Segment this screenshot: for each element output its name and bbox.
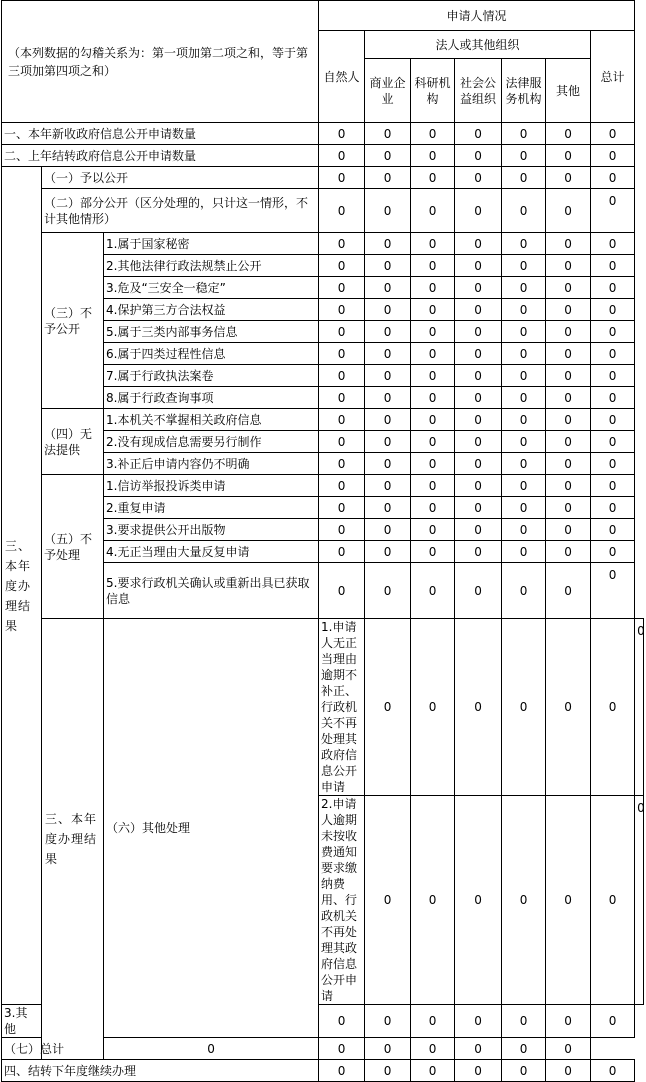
cell-value: 0 [319, 1060, 365, 1082]
table-row [2, 475, 644, 497]
cell-value: 0 [502, 563, 546, 619]
row-label: 8.属于行政查询事项 [104, 387, 319, 409]
cell-value: 0 [502, 1005, 546, 1038]
social-header: 社会公益组织 [455, 59, 502, 123]
cell-value: 0 [365, 299, 411, 321]
table-row [2, 409, 644, 431]
cell-value: 0 [455, 541, 502, 563]
row-label: 6.属于四类过程性信息 [104, 343, 319, 365]
cell-value: 0 [365, 475, 411, 497]
cell-value: 0 [411, 1038, 455, 1060]
group-6-label: （六）其他处理 [104, 619, 319, 1038]
cell-value: 0 [635, 619, 644, 796]
cell-value: 0 [455, 519, 502, 541]
cell-value: 0 [546, 431, 591, 453]
cell-value: 0 [411, 453, 455, 475]
cell-value: 0 [546, 167, 591, 189]
table-row [2, 123, 644, 145]
cell-value: 0 [502, 255, 546, 277]
cell-value: 0 [502, 277, 546, 299]
row-label: 3.补正后申请内容仍不明确 [104, 453, 319, 475]
cell-value: 0 [546, 453, 591, 475]
row-label: 3.危及“三安全一稳定” [104, 277, 319, 299]
cell-value: 0 [591, 299, 635, 321]
cell-value: 0 [411, 796, 455, 1005]
cell-value: 0 [546, 409, 591, 431]
cell-value: 0 [319, 475, 365, 497]
cell-value: 0 [591, 145, 635, 167]
other-header: 其他 [546, 59, 591, 123]
cell-value: 0 [546, 497, 591, 519]
row-label: 5.属于三类内部事务信息 [104, 321, 319, 343]
cell-value: 0 [411, 145, 455, 167]
group-4-label: （四）无法提供 [42, 409, 104, 475]
cell-value: 0 [455, 431, 502, 453]
cell-value: 0 [319, 387, 365, 409]
cell-value: 0 [319, 409, 365, 431]
row-label: 4.无正当理由大量反复申请 [104, 541, 319, 563]
cell-value: 0 [319, 321, 365, 343]
cell-value: 0 [546, 343, 591, 365]
cell-value: 0 [365, 619, 411, 796]
cell-value: 0 [411, 167, 455, 189]
cell-value: 0 [319, 277, 365, 299]
cell-value: 0 [411, 619, 455, 796]
cell-value: 0 [455, 233, 502, 255]
cell-value: 0 [365, 453, 411, 475]
cell-value: 0 [319, 299, 365, 321]
cell-value: 0 [546, 1060, 591, 1082]
cell-value: 0 [591, 167, 635, 189]
cell-value: 0 [365, 343, 411, 365]
cell-value: 0 [411, 497, 455, 519]
cell-value: 0 [591, 431, 635, 453]
cell-value: 0 [365, 541, 411, 563]
row-label: 2.其他法律行政法规禁止公开 [104, 255, 319, 277]
cell-value: 0 [546, 255, 591, 277]
cell-value: 0 [502, 365, 546, 387]
cell-value: 0 [591, 541, 635, 563]
cell-value: 0 [365, 409, 411, 431]
cell-value: 0 [502, 145, 546, 167]
cell-value: 0 [365, 796, 411, 1005]
row-label: 2.没有现成信息需要另行制作 [104, 431, 319, 453]
cell-value: 0 [365, 233, 411, 255]
cell-value: 0 [455, 409, 502, 431]
cell-value: 0 [319, 431, 365, 453]
cell-value: 0 [455, 145, 502, 167]
cell-value: 0 [411, 387, 455, 409]
cell-value: 0 [455, 475, 502, 497]
total-header: 总计 [591, 31, 635, 123]
row-label: 1.本机关不掌握相关政府信息 [104, 409, 319, 431]
cell-value: 0 [502, 387, 546, 409]
row-label: 7.属于行政执法案卷 [104, 365, 319, 387]
cell-value: 0 [502, 453, 546, 475]
cell-value: 0 [635, 796, 644, 1005]
cell-value: 0 [319, 145, 365, 167]
cell-value: 0 [502, 796, 546, 1005]
cell-value: 0 [455, 167, 502, 189]
row-label: 3.要求提供公开出版物 [104, 519, 319, 541]
legal-group-header: 法人或其他组织 [365, 31, 591, 59]
cell-value: 0 [546, 796, 591, 1005]
cell-value: 0 [546, 387, 591, 409]
cell-value: 0 [455, 365, 502, 387]
cell-value: 0 [411, 277, 455, 299]
table-row [2, 189, 644, 233]
table-row [2, 1060, 644, 1082]
cell-value: 0 [546, 321, 591, 343]
cell-value: 0 [319, 365, 365, 387]
cell-value: 0 [591, 123, 635, 145]
cell-value: 0 [365, 563, 411, 619]
table-row [2, 145, 644, 167]
cell-value: 0 [319, 1038, 365, 1060]
cell-value: 0 [455, 497, 502, 519]
row-label: 4.保护第三方合法权益 [104, 299, 319, 321]
table-row [2, 619, 644, 796]
applicant-status-header: 申请人情况 [319, 1, 635, 31]
cell-value: 0 [546, 563, 591, 619]
cell-value: 0 [411, 1060, 455, 1082]
cell-value: 0 [591, 409, 635, 431]
cell-value: 0 [365, 1005, 411, 1038]
cell-value: 0 [365, 277, 411, 299]
row-label: 3.其他 [2, 1005, 42, 1038]
cell-value: 0 [502, 233, 546, 255]
cell-value: 0 [502, 1060, 546, 1082]
cell-value: 0 [546, 1038, 591, 1060]
cell-value: 0 [455, 189, 502, 233]
commercial-header: 商业企业 [365, 59, 411, 123]
cell-value: 0 [546, 123, 591, 145]
research-header: 科研机构 [411, 59, 455, 123]
cell-value: 0 [365, 145, 411, 167]
cell-value: 0 [591, 453, 635, 475]
cell-value: 0 [455, 299, 502, 321]
cell-value: 0 [591, 1005, 635, 1038]
cell-value: 0 [502, 409, 546, 431]
cell-value: 0 [365, 519, 411, 541]
cell-value: 0 [411, 299, 455, 321]
cell-value: 0 [411, 123, 455, 145]
cell-value: 0 [591, 343, 635, 365]
section-3b-label: 三、本年度办理结果 [42, 619, 104, 1060]
cell-value: 0 [455, 1060, 502, 1082]
cell-value: 0 [411, 475, 455, 497]
cell-value: 0 [502, 497, 546, 519]
cell-value: 0 [546, 475, 591, 497]
cell-value: 0 [365, 387, 411, 409]
cell-value: 0 [546, 1005, 591, 1038]
cell-value: 0 [319, 563, 365, 619]
cell-value: 0 [365, 123, 411, 145]
row-label: 5.要求行政机关确认或重新出具已获取信息 [104, 563, 319, 619]
cell-value: 0 [591, 387, 635, 409]
cell-value: 0 [455, 796, 502, 1005]
cell-value: 0 [455, 255, 502, 277]
cell-value: 0 [591, 497, 635, 519]
cell-value: 0 [591, 563, 635, 619]
cell-value: 0 [411, 1005, 455, 1038]
cell-value: 0 [455, 277, 502, 299]
cell-value: 0 [411, 321, 455, 343]
cell-value: 0 [591, 321, 635, 343]
cell-value: 0 [455, 123, 502, 145]
cell-value: 0 [319, 519, 365, 541]
row-label: （二）部分公开（区分处理的，只计这一情形，不计其他情形） [42, 189, 319, 233]
cell-value: 0 [365, 189, 411, 233]
cell-value: 0 [411, 519, 455, 541]
cell-value: 0 [502, 189, 546, 233]
cell-value: 0 [591, 277, 635, 299]
row-label: 四、结转下年度继续办理 [2, 1060, 319, 1082]
group-3-label: （三）不予公开 [42, 233, 104, 409]
section-3a-label: 三、本年度办理结果 [2, 167, 42, 1005]
cell-value: 0 [455, 1038, 502, 1060]
cell-value: 0 [502, 431, 546, 453]
natural-person-header: 自然人 [319, 31, 365, 123]
cell-value: 0 [365, 167, 411, 189]
cell-value: 0 [591, 1060, 635, 1082]
cell-value: 0 [411, 233, 455, 255]
cell-value: 0 [365, 365, 411, 387]
cell-value: 0 [591, 475, 635, 497]
cell-value: 0 [455, 619, 502, 796]
cell-value: 0 [591, 189, 635, 233]
group-5-label: （五）不予处理 [42, 475, 104, 619]
cell-value: 0 [411, 409, 455, 431]
table-note: （本列数据的勾稽关系为：第一项加第二项之和，等于第三项加第四项之和） [2, 1, 319, 123]
cell-value: 0 [546, 541, 591, 563]
cell-value: 0 [319, 1005, 365, 1038]
row-label: 2.申请人逾期未按收费通知要求缴纳费用、行政机关不再处理其政府信息公开申请 [319, 796, 365, 1005]
cell-value: 0 [455, 387, 502, 409]
row-label: 1.申请人无正当理由逾期不补正、行政机关不再处理其政府信息公开申请 [319, 619, 365, 796]
cell-value: 0 [502, 619, 546, 796]
row-label: 1.属于国家秘密 [104, 233, 319, 255]
cell-value: 0 [365, 255, 411, 277]
cell-value: 0 [411, 431, 455, 453]
cell-value: 0 [319, 167, 365, 189]
row-label: 1.信访举报投诉类申请 [104, 475, 319, 497]
info-disclosure-table [1, 0, 644, 1082]
table-row [2, 1038, 644, 1060]
cell-value: 0 [365, 1038, 411, 1060]
cell-value: 0 [502, 299, 546, 321]
row-label: （一）予以公开 [42, 167, 319, 189]
cell-value: 0 [319, 255, 365, 277]
cell-value: 0 [502, 167, 546, 189]
cell-value: 0 [502, 519, 546, 541]
cell-value: 0 [546, 299, 591, 321]
cell-value: 0 [319, 123, 365, 145]
cell-value: 0 [502, 541, 546, 563]
cell-value: 0 [365, 321, 411, 343]
cell-value: 0 [319, 343, 365, 365]
row-label: 二、上年结转政府信息公开申请数量 [2, 145, 319, 167]
cell-value: 0 [502, 343, 546, 365]
cell-value: 0 [319, 541, 365, 563]
cell-value: 0 [591, 619, 635, 796]
cell-value: 0 [365, 431, 411, 453]
table-row [2, 167, 644, 189]
cell-value: 0 [591, 365, 635, 387]
cell-value: 0 [104, 1038, 319, 1060]
cell-value: 0 [411, 189, 455, 233]
cell-value: 0 [365, 1060, 411, 1082]
cell-value: 0 [546, 519, 591, 541]
cell-value: 0 [411, 255, 455, 277]
table-row [2, 233, 644, 255]
cell-value: 0 [319, 189, 365, 233]
cell-value: 0 [591, 796, 635, 1005]
row-label: 一、本年新收政府信息公开申请数量 [2, 123, 319, 145]
cell-value: 0 [502, 123, 546, 145]
cell-value: 0 [546, 619, 591, 796]
row-label: 2.重复申请 [104, 497, 319, 519]
row-label: （七）总计 [2, 1038, 104, 1060]
cell-value: 0 [546, 233, 591, 255]
cell-value: 0 [591, 519, 635, 541]
cell-value: 0 [411, 343, 455, 365]
cell-value: 0 [319, 453, 365, 475]
cell-value: 0 [411, 563, 455, 619]
legal-service-header: 法律服务机构 [502, 59, 546, 123]
cell-value: 0 [365, 497, 411, 519]
cell-value: 0 [455, 563, 502, 619]
cell-value: 0 [502, 475, 546, 497]
cell-value: 0 [591, 233, 635, 255]
cell-value: 0 [319, 497, 365, 519]
cell-value: 0 [411, 365, 455, 387]
cell-value: 0 [455, 321, 502, 343]
cell-value: 0 [319, 233, 365, 255]
cell-value: 0 [502, 321, 546, 343]
cell-value: 0 [502, 1038, 546, 1060]
cell-value: 0 [591, 255, 635, 277]
cell-value: 0 [546, 365, 591, 387]
cell-value: 0 [455, 453, 502, 475]
cell-value: 0 [546, 277, 591, 299]
cell-value: 0 [455, 343, 502, 365]
cell-value: 0 [546, 189, 591, 233]
cell-value: 0 [455, 1005, 502, 1038]
cell-value: 0 [411, 541, 455, 563]
cell-value: 0 [546, 145, 591, 167]
